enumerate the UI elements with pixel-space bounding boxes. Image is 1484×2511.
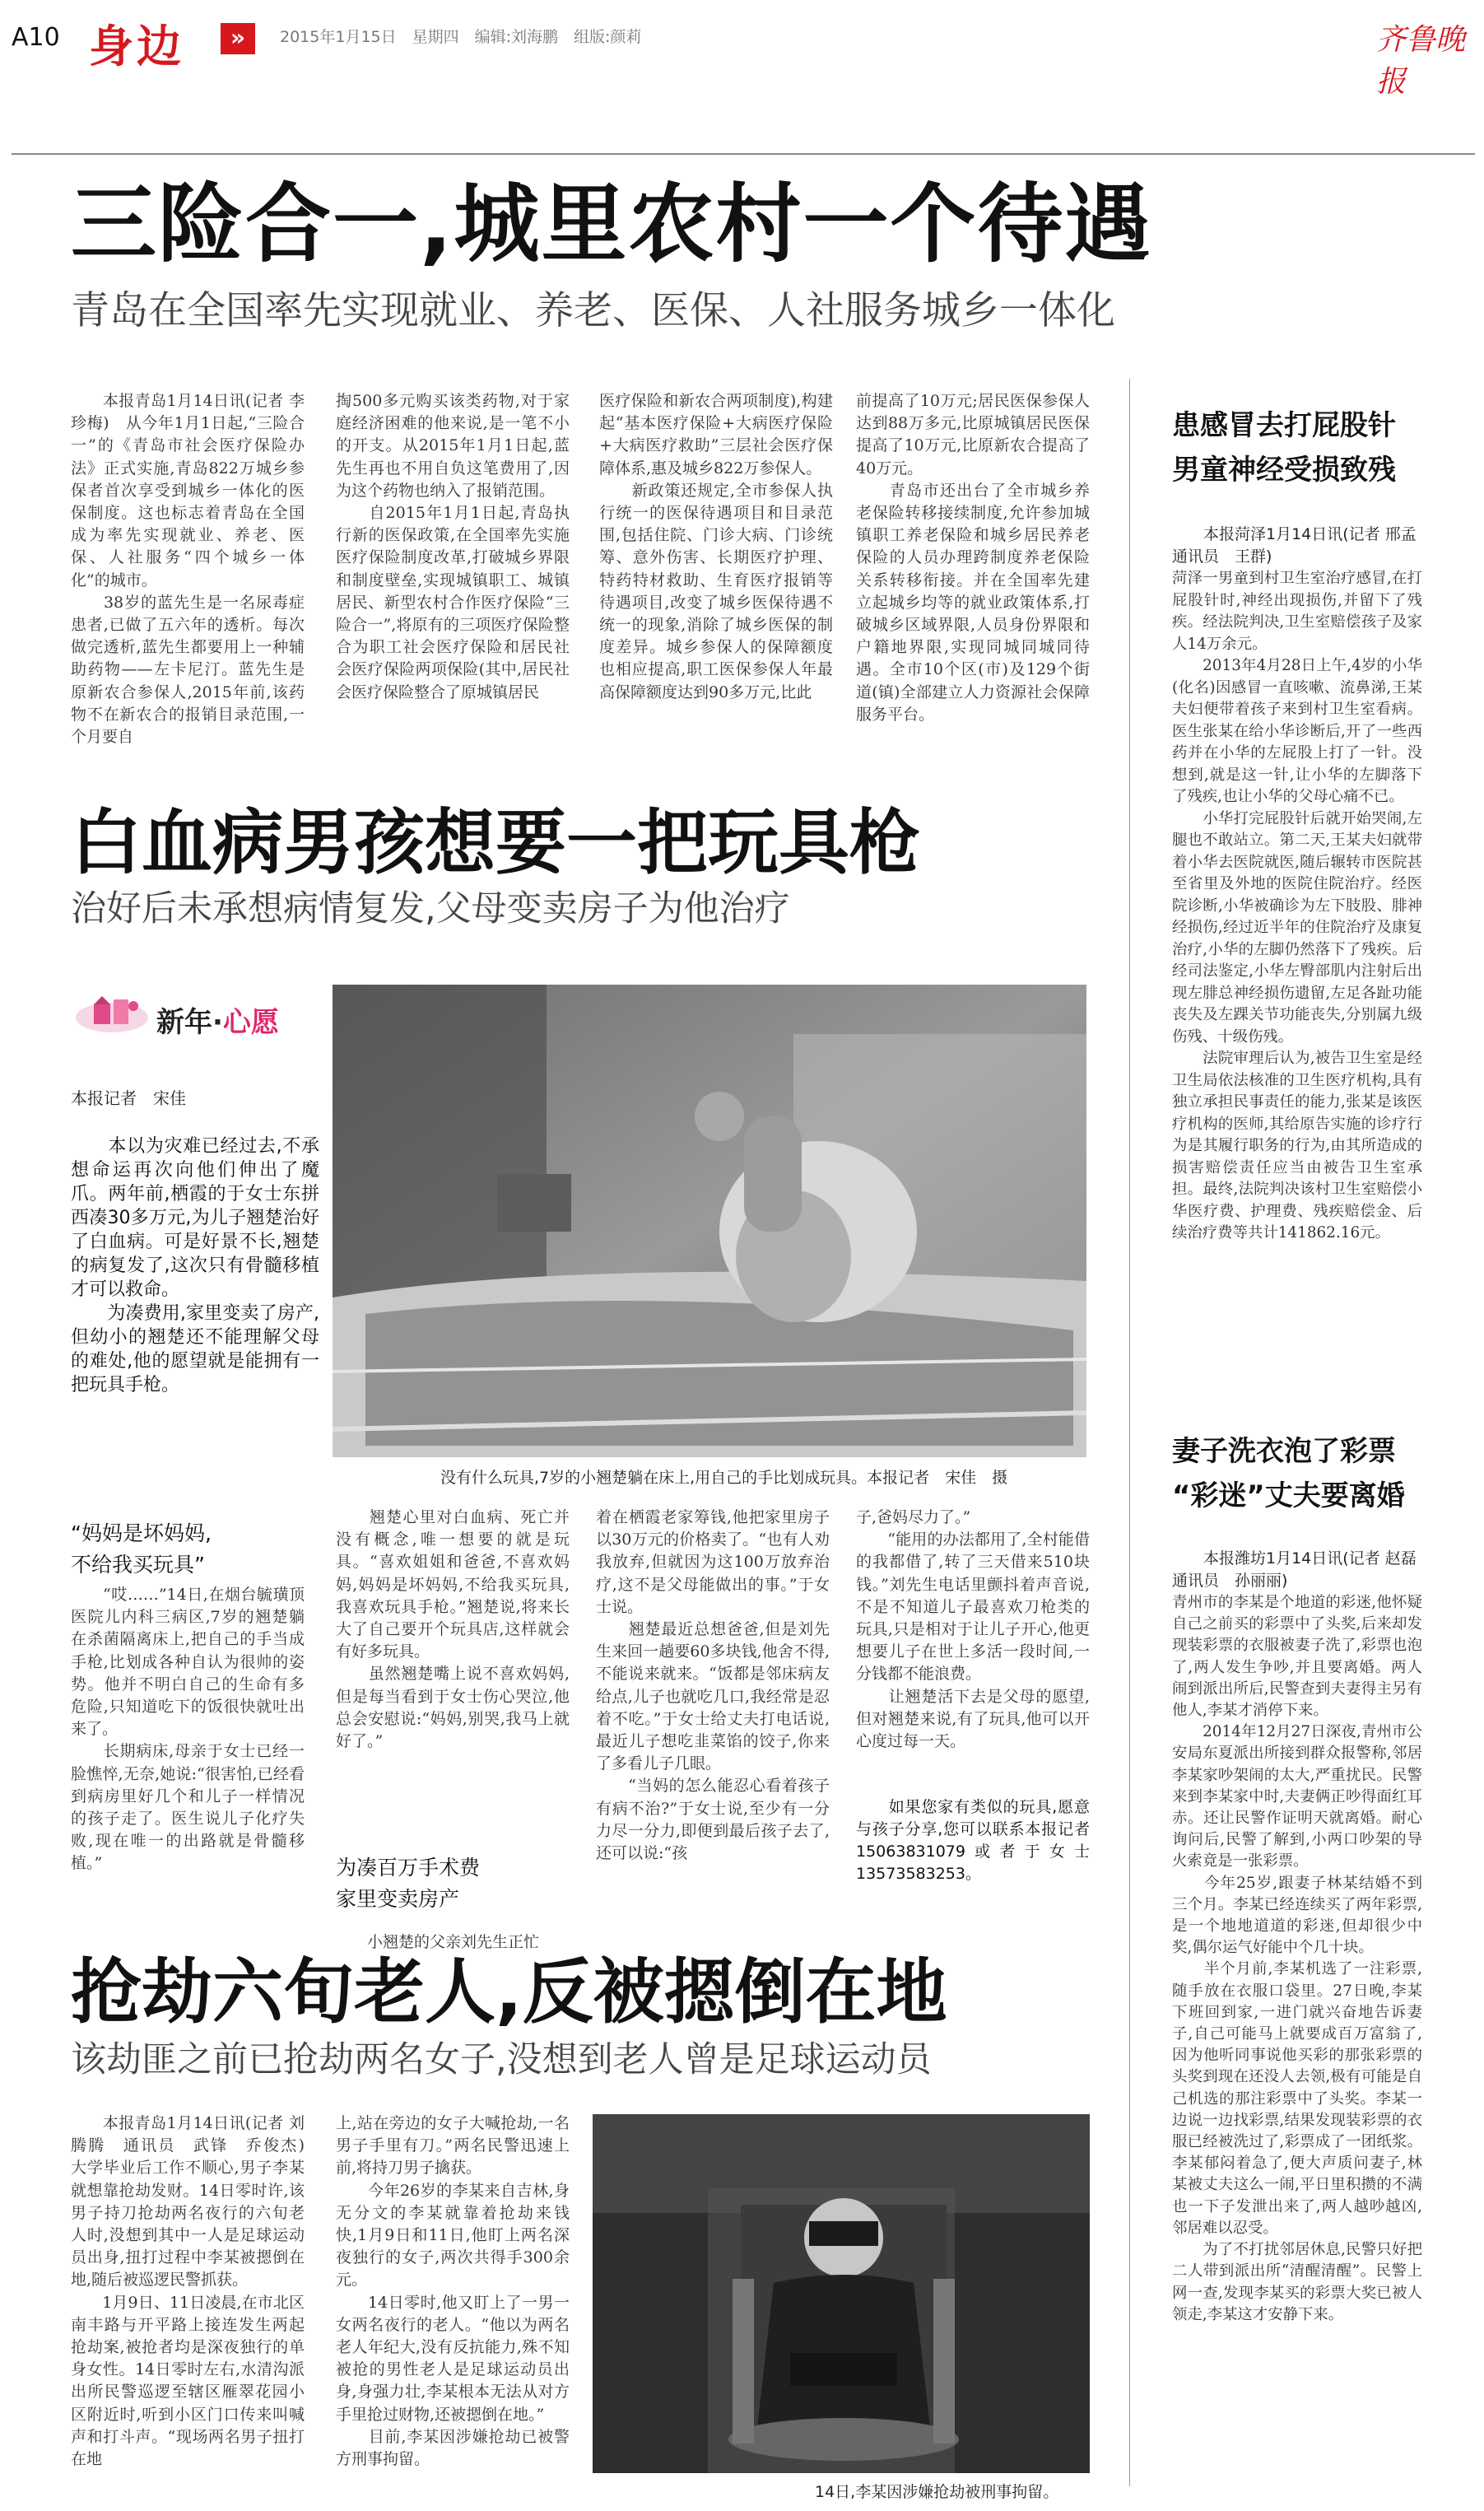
article2-byline: 本报记者 宋佳 [71,1088,186,1108]
vertical-divider [1129,379,1130,2486]
article1-col4: 前提高了10万元;居民医保参保人达到88万多元,比原城镇居民医保提高了10万元,比原新农合提高了40万元。 青岛市还出台了全市城乡养老保险转移接续制度,允许参加城镇职工养老保险和城乡居民养老保险的人员办理跨制度养老保险关系转移衔接。并在全国率先建立起城乡均等的就业政策体系,打破城乡区域界限,人员身份界限和户籍地界限,实现同城同城同待遇。全市10个区(市)及129个街道(镇)全部建立人力资源社会保障服务平台。 [856,392,1090,724]
article1-subhead: 青岛在全国率先实现就业、养老、医保、人社服务城乡一体化 [71,288,1115,333]
side2-byline: 本报潍坊1月14日讯(记者 赵磊 通讯员 孙丽丽) [1172,1549,1432,1590]
article3-subhead: 该劫匪之前已抢劫两名女子,没想到老人曾是足球运动员 [71,2039,932,2080]
newspaper-logo: 齐鲁晚报 [1376,23,1466,99]
article2-col2b: 小翘楚的父亲刘先生正忙 [336,1933,540,1951]
article2-col4: 子,爸妈尽力了。” “能用的办法都用了,全村能借的我都借了,转了三天借来510块钱。”刘先生电话里颤抖着声音说,不是不知道儿子最喜欢刀枪类的玩具,只是相对于让儿子开心,他更想要儿子在世上多活一段时间,一分钱都不能浪费。 让翘楚活下去是父母的愿望,但对翘楚来说,有了玩具,他可以开心度过每一天。 [856,1508,1090,1751]
side1-byline: 本报菏泽1月14日讯(记者 邢孟 通讯员 王群) [1172,525,1432,566]
article2-headline: 白血病男孩想要一把玩具枪 [71,802,920,884]
section-title: 身边 [89,21,184,72]
suspect-photo [593,2114,1090,2473]
article2-subheading-1: “妈妈是坏妈妈, 不给我买玩具” [71,1521,212,1577]
article2-col1: “哎……”14日,在烟台毓璜顶医院儿内科三病区,7岁的翘楚躺在杀菌隔离床上,把自己的手当成手枪,比划成各种自认为很帅的姿势。他并不明白自己的生命有多危险,只知道吃下的饭很快就吐出来了。 长期病床,母亲于女士已经一脸憔悴,无奈,她说:“很害怕,已经看到病房里好几个和儿子一样情况的孩子走了。医生说儿子化疗失败,现在唯一的出路就是骨髓移植。” [71,1586,305,1873]
article2-col2: 翘楚心里对白血病、死亡并没有概念,唯一想要的就是玩具。“喜欢姐姐和爸爸,不喜欢妈妈,妈妈是坏妈妈,不给我买玩具,我喜欢玩具手枪。”翘楚说,将来长大了自己要开个玩具店,这样就会有好多玩具。 虽然翘楚嘴上说不喜欢妈妈,但是每当看到于女士伤心哭泣,他总会安慰说:“妈妈,别哭,我马上就好了。” [336,1508,570,1751]
article2-subheading-2: 为凑百万手术费 家里变卖房产 [336,1856,481,1911]
article2-appeal: 如果您家有类似的玩具,愿意与孩子分享,您可以联系本报记者15063831079或者于女士13573583253。 [856,1798,1090,1883]
article3-headline: 抢劫六旬老人,反被摁倒在地 [71,1951,947,2033]
article1-col1: 本报青岛1月14日讯(记者 李珍梅) 从今年1月1日起,“三险合一”的《青岛市社会医疗保险办法》正式实施,青岛822万城乡参保者首次享受到城乡一体化的医保制度。这也标志着青岛在全国成为率先实现就业、养老、医保、人社服务“四个城乡一体化”的城市。 38岁的蓝先生是一名尿毒症患者,已做了五六年的透析。每次做完透析,蓝先生都要用上一种辅助药物——左卡尼汀。蓝先生是原新农合参保人,2015年前,该药物不在新农合的报销目录范围,一个月要自 [71,392,305,747]
article2-col3: 着在栖霞老家筹钱,他把家里房子以30万元的价格卖了。“也有人劝我放弃,但就因为这100万放弃治疗,这不是父母能做出的事。”于女士说。 翘楚最近总想爸爸,但是刘先生来回一趟要60多块钱,他舍不得,不能说来就来。“饭都是邻床病友给点,儿子也就吃几口,我经常是忍着不吃。”于女士给丈夫打电话说,最近儿子想吃韭菜馅的饺子,你来了多看儿子几眼。 “当妈的怎么能忍心看着孩子有病不治?”于女士说,至少有一分力尽一分力,即便到最后孩子去了,还可以说:“孩 [596,1508,830,1863]
article3-col1: 本报青岛1月14日讯(记者 刘腾腾 通讯员 武锋 乔俊杰) 大学毕业后工作不顺心,男子李某就想靠抢劫发财。14日零时许,该男子持刀抢劫两名夜行的六旬老人时,没想到其中一人是足球运动员出身,扭打过程中李某被摁倒在地,随后被巡逻民警抓获。 1月9日、11日凌晨,在市北区南丰路与开平路上接连发生两起抢劫案,被抢者均是深夜独行的单身女性。14日零时左右,水清沟派出所民警巡逻至辖区雁翠花园小区附近时,听到小区门口传来叫喊声和打斗声。“现场两名男子扭打在地 [71,2114,305,2469]
chevron-right-icon: » [221,23,255,54]
article1-col3: 医疗保险和新农合两项制度),构建起“基本医疗保险+大病医疗保险+大病医疗救助”三层社会医疗保障体系,惠及城乡822万参保人。 新政策还规定,全市参保人执行统一的医保待遇项目和目录范围,包括住院、门诊大病、门诊统筹、意外伤害、长期医疗护理、特药特材救助、生育医疗报销等待遇项目,改变了城乡医保待遇不统一的现象,消除了城乡医保的制度差异。城乡参保人的保障额度也相应提高,职工医保参保人年最高保障额度达到90多万元,比此 [599,392,833,701]
header-rule [12,153,1475,155]
boy-in-bed-photo [333,985,1086,1457]
article1-col2: 掏500多元购买该类药物,对于家庭经济困难的他来说,是一笔不小的开支。从2015年1月1日起,蓝先生再也不用自负这笔费用了,因为这个药物也纳入了报销范围。 自2015年1月1日起,青岛执行新的医保政策,在全国率先实施医疗保险制度改革,打破城乡界限和制度壁垒,实现城镇职工、城镇居民、新型农村合作医疗保险“三险合一”,将原有的三项医疗保险整合为职工社会医疗保险和居民社会医疗保险两项保险(其中,居民社会医疗保险整合了原城镇居民 [336,392,570,701]
gift-decoration-icon [74,988,150,1036]
article2-lead: 本以为灾难已经过去,不承想命运再次向他们伸出了魔爪。两年前,栖霞的于女士东拼西凑30多万元,为儿子翘楚治好了白血病。可是好景不长,翘楚的病复发了,这次只有骨髓移植才可以救命。 为凑费用,家里变卖了房产,但幼小的翘楚还不能理解父母的难处,他的愿望就是能拥有一把玩具手枪。 [71,1136,319,1395]
side2-headline: 妻子洗衣泡了彩票 “彩迷”丈夫要离婚 [1172,1435,1405,1512]
campaign-tag-new-year: 新年· [156,1006,223,1039]
side1-body: 菏泽一男童到村卫生室治疗感冒,在打屁股针时,神经出现损伤,并留下了残疾。经法院判决,卫生室赔偿孩子及家人14万余元。 2013年4月28日上午,4岁的小华(化名)因感冒一直咳嗽、流鼻涕,王某夫妇便带着孩子来到村卫生室看病。医生张某在给小华诊断后,开了一些西药并在小华的左屁股上打了一针。没想到,就是这一针,让小华的左脚落下了残疾,也让小华的父母心痛不已。 小华打完屁股针后就开始哭闹,左腿也不敢站立。第二天,王某夫妇就带着小华去医院就医,随后辗转市医院甚至省里及外地的医院住院治疗。经医院诊断,小华被确诊为左下肢股、腓神经损伤,经过近半年的住院治疗及康复治疗,小华的左脚仍然落下了残疾。后经司法鉴定,小华左臀部肌内注射后出现左腓总神经损伤遗留,左足各趾功能丧失及左踝关节功能丧失,分别属九级伤残、十级伤残。 法院审理后认为,被告卫生室是经卫生局依法核准的卫生医疗机构,具有独立承担民事责任的能力,张某是该医疗机构的医师,其给原告实施的诊疗行为是其履行职务的行为,由其所造成的损害赔偿责任应当由被告卫生室承担。最终,法院判决该村卫生室赔偿小华医疗费、护理费、残疾赔偿金、后续治疗费等共计141862.16元。 [1172,570,1422,1242]
campaign-tag-wish: 心愿 [222,1006,279,1039]
article3-photo-caption: 14日,李某因涉嫌抢劫被刑事拘留。 [815,2483,1059,2501]
side1-headline: 患感冒去打屁股针 男童神经受损致残 [1172,409,1396,487]
header-meta: 2015年1月15日 星期四 编辑:刘海鹏 组版:颜莉 [280,28,642,46]
article1-headline: 三险合一,城里农村一个待遇 [71,174,1152,274]
campaign-tag [156,999,279,1040]
article3-col2: 上,站在旁边的女子大喊抢劫,一名男子手里有刀。”两名民警迅速上前,将持刀男子擒获。 今年26岁的李某来自吉林,身无分文的李某就靠着抢劫来钱快,1月9日和11日,他盯上两名深夜独行的女子,两次共得手300余元。 14日零时,他又盯上了一男一女两名夜行的老人。“他以为两名老人年纪大,没有反抗能力,殊不知被抢的男性老人是足球运动员出身,身强力壮,李某根本无法从对方手里抢过财物,还被摁倒在地。” 目前,李某因涉嫌抢劫已被警方刑事拘留。 [336,2114,570,2469]
article2-subhead: 治好后未承想病情复发,父母变卖房子为他治疗 [71,888,790,929]
page-number: A10 [12,23,60,52]
article2-photo-caption: 没有什么玩具,7岁的小翘楚躺在床上,用自己的手比划成玩具。本报记者 宋佳 摄 [440,1469,1008,1487]
side2-body: 青州市的李某是个地道的彩迷,他怀疑自己之前买的彩票中了头奖,后来却发现装彩票的衣服被妻子洗了,彩票也泡了,两人发生争吵,并且要离婚。两人闹到派出所后,民警查到夫妻得主另有他人,李某才消停下来。 2014年12月27日深夜,青州市公安局东夏派出所接到群众报警称,邻居李某家吵架闹的太大,严重扰民。民警来到李某家中时,夫妻俩正吵得面红耳赤。还让民警作证明天就离婚。耐心询问后,民警了解到,小两口吵架的导火索竟是一张彩票。 今年25岁,跟妻子林某结婚不到三个月。李某已经连续买了两年彩票,是一个地地道道的彩迷,但却很少中奖,偶尔运气好能中个几十块。 半个月前,李某机选了一注彩票,随手放在衣服口袋里。27日晚,李某下班回到家,一进门就兴奋地告诉妻子,自己可能马上就要成百万富翁了,因为他听同事说他买彩的那张彩票的头奖到现在还没人去领,极有可能是自己机选的那注彩票中了头奖。李某一边说一边找彩票,结果发现装彩票的衣服已经被洗过了,彩票成了一团纸浆。李某郁闷着急了,便大声质问妻子,林某被丈夫这么一闹,平日里积攒的不满也一下子发泄出来了,两人越吵越凶,邻居难以忍受。 为了不打扰邻居休息,民警只好把二人带到派出所“清醒清醒”。民警上网一查,发现李某买的彩票大奖已被人领走,李某这才安静下来。 [1172,1594,1422,2323]
